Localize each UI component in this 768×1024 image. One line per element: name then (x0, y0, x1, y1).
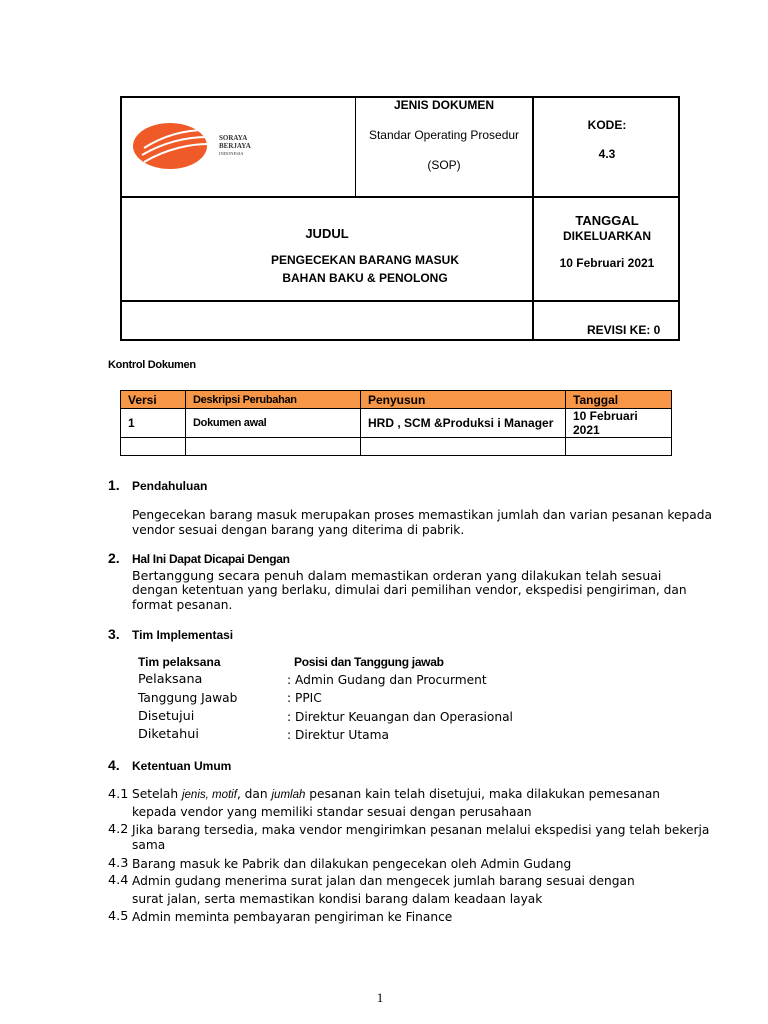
section-title: Hal Ini Dapat Dicapai Dengan (132, 552, 290, 566)
item-number: 4.4 (108, 873, 129, 888)
item-text: , dan (236, 787, 272, 801)
tim-column-header: Tim pelaksana (138, 655, 221, 669)
section-text: vendor sesuai dengan barang yang diterima di pabrik. (132, 523, 465, 537)
table-header-row (121, 391, 672, 409)
soraya-logo-icon (126, 100, 282, 194)
list-item: Admin meminta pembayaran pengiriman ke Finance (132, 910, 453, 924)
item-text: Setelah (132, 787, 182, 801)
table-cell: 1 (121, 409, 186, 438)
table-cell: 10 Februari 2021 (566, 409, 672, 438)
kode-label: KODE: (587, 118, 627, 132)
tim-desc: : Direktur Utama (287, 728, 389, 742)
section-number: 3. (108, 626, 120, 642)
list-item: Barang masuk ke Pabrik dan dilakukan pengecekan oleh Admin Gudang (132, 857, 572, 871)
table-cell: HRD , SCM &Produksi i Manager (361, 409, 566, 438)
section-text: Bertanggung secara penuh dalam memastikan orderan yang dilakukan telah sesuai (132, 568, 662, 583)
tim-role: Disetujui (138, 709, 195, 724)
table-header-cell: Versi (121, 391, 186, 409)
tim-role: Tanggung Jawab (138, 691, 238, 705)
tanggal-label-2: DIKELUARKAN (563, 229, 651, 243)
table-row (121, 438, 672, 456)
posisi-column-header: Posisi dan Tanggung jawab (294, 655, 444, 669)
item-italic: jumlah (271, 789, 306, 801)
list-item: Jika barang tersedia, maka vendor mengirimkan pesanan melalui ekspedisi yang telah bekerja (132, 823, 710, 837)
section-number: 4. (108, 757, 120, 773)
header-divider (120, 300, 680, 302)
judul-label: JUDUL (305, 226, 349, 241)
kontrol-dokumen-title: Kontrol Dokumen (108, 359, 196, 371)
section-text: format pesanan. (132, 598, 233, 612)
jenis-dokumen-value: Standar Operating Prosedur (368, 128, 520, 142)
tim-desc: : Admin Gudang dan Procurment (287, 673, 487, 687)
judul-line-1: PENGECEKAN BARANG MASUK (270, 253, 459, 267)
table-cell (121, 438, 186, 456)
item-italic: jenis, motif (181, 789, 237, 801)
section-title: Tim Implementasi (132, 628, 234, 642)
svg-text:BERJAYA: BERJAYA (219, 142, 251, 150)
item-continuation: sama (132, 838, 166, 852)
table-header-cell: Tanggal (566, 391, 672, 409)
item-number: 4.5 (108, 909, 129, 924)
item-text: pesanan kain telah disetujui, maka dilakukan pemesanan (305, 787, 661, 801)
section-number: 2. (108, 550, 120, 566)
header-divider (120, 196, 680, 198)
jenis-dokumen-abbr: (SOP) (427, 158, 461, 172)
company-logo (126, 100, 282, 194)
revisi-label: REVISI KE: 0 (587, 323, 661, 337)
section-title: Ketentuan Umum (132, 759, 232, 773)
tim-desc: : Direktur Keuangan dan Operasional (287, 710, 513, 724)
item-continuation: kepada vendor yang memiliki standar sesuai dengan perusahaan (132, 805, 532, 819)
page-number: 1 (376, 990, 384, 1005)
item-number: 4.2 (108, 822, 129, 837)
item-number: 4.3 (108, 856, 129, 871)
tim-desc: : PPIC (287, 691, 322, 705)
section-text: Pengecekan barang masuk merupakan proses memastikan jumlah dan varian pesanan kepada (132, 508, 712, 522)
table-cell: Dokumen awal (186, 409, 361, 438)
jenis-dokumen-label: JENIS DOKUMEN (393, 98, 494, 112)
table-row (121, 409, 672, 438)
section-title: Pendahuluan (132, 479, 208, 493)
item-number: 4.1 (108, 787, 129, 802)
table-cell (566, 438, 672, 456)
svg-text:SORAYA: SORAYA (219, 134, 248, 142)
tim-role: Pelaksana (138, 672, 203, 687)
kode-value: 4.3 (598, 147, 616, 161)
table-header-cell: Deskripsi Perubahan (186, 391, 361, 409)
section-number: 1. (108, 477, 120, 493)
section-text: dengan ketentuan yang berlaku, dimulai dari pemilihan vendor, ekspedisi pengiriman, dan (132, 583, 687, 597)
tanggal-value: 10 Februari 2021 (559, 256, 655, 270)
list-item (132, 787, 660, 803)
tim-role: Diketahui (138, 727, 199, 742)
judul-line-2: BAHAN BAKU & PENOLONG (282, 271, 448, 285)
list-item: Admin gudang menerima surat jalan dan mengecek jumlah barang sesuai dengan (132, 874, 635, 888)
svg-text:INDONESIA: INDONESIA (219, 151, 244, 156)
table-cell (361, 438, 566, 456)
table-header-cell: Penyusun (361, 391, 566, 409)
kontrol-dokumen-table (120, 390, 672, 456)
table-cell (186, 438, 361, 456)
tanggal-label: TANGGAL (575, 213, 639, 228)
item-continuation: surat jalan, serta memastikan kondisi barang dalam keadaan layak (132, 892, 543, 906)
